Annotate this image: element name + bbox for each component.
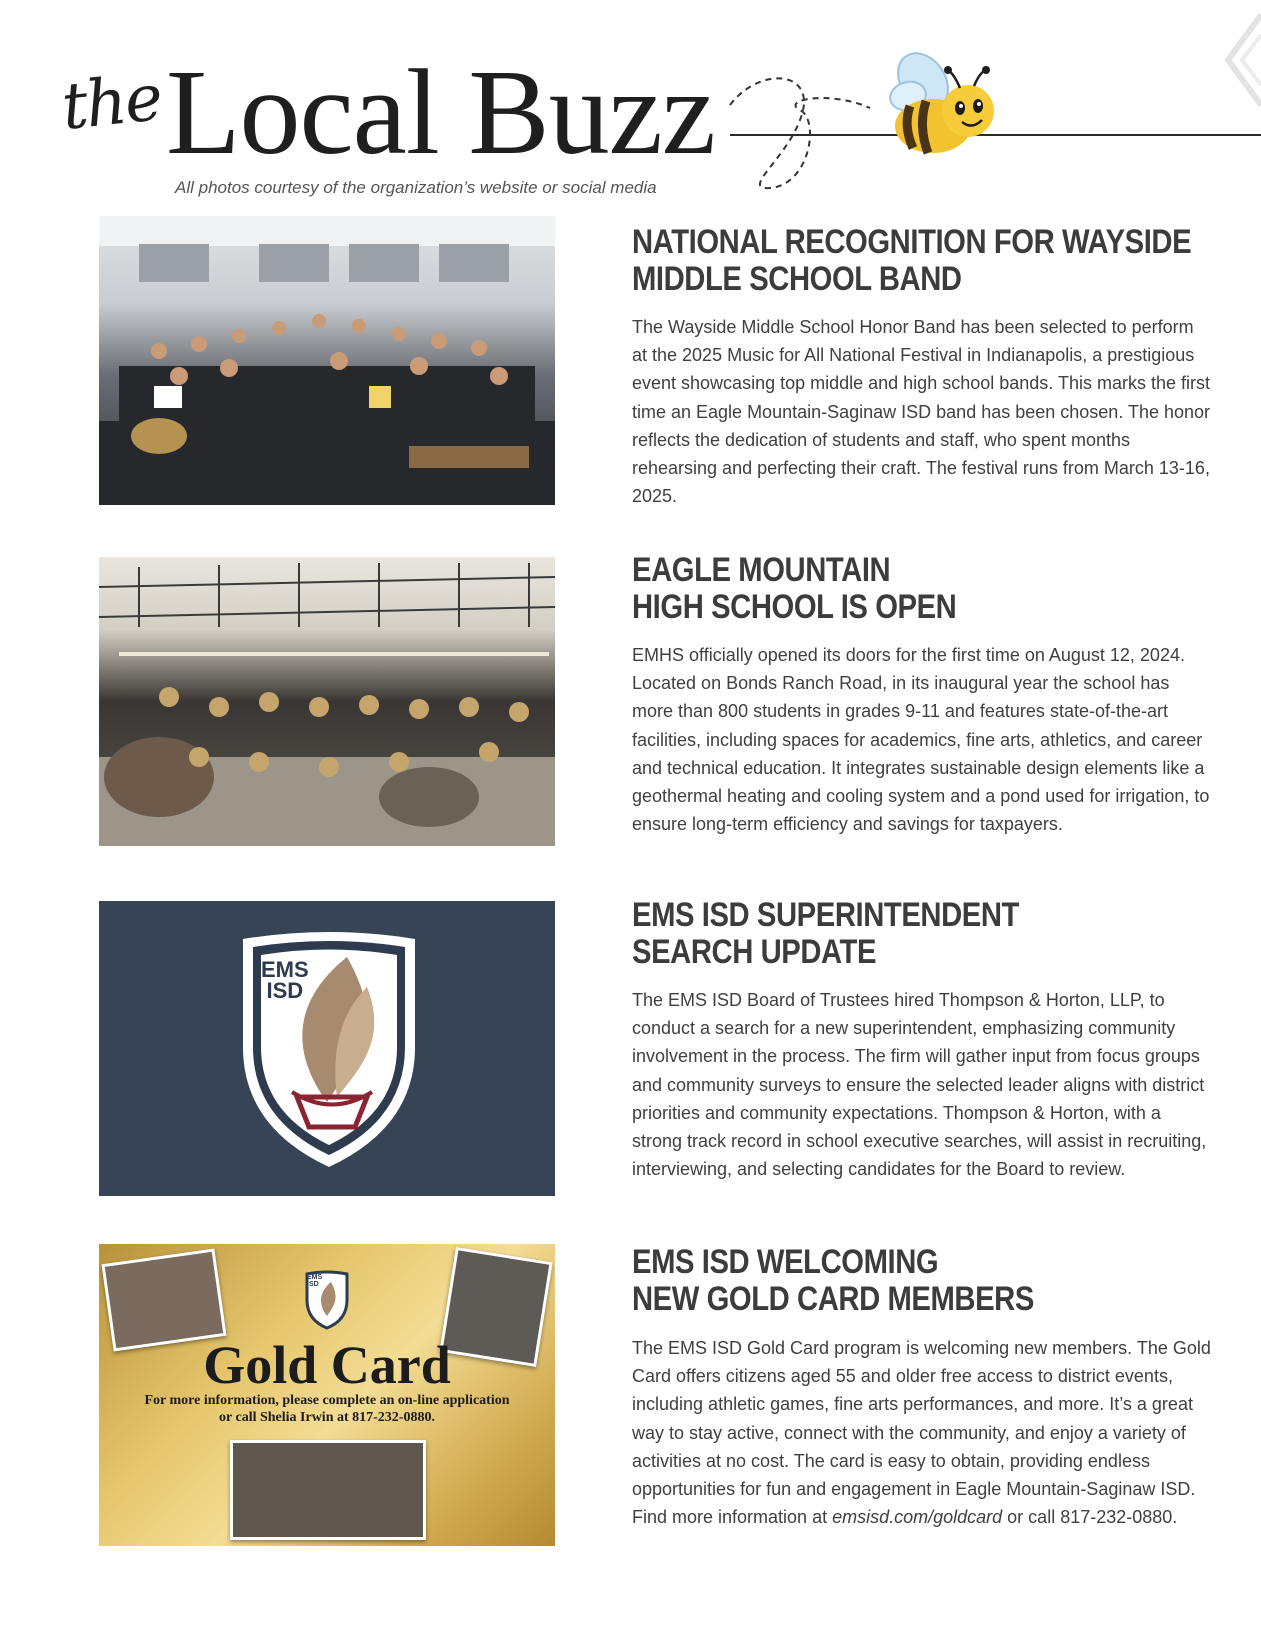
gold-card-url: emsisd.com/goldcard	[832, 1507, 1003, 1528]
gold-card-title: Gold Card	[203, 1335, 451, 1395]
bee-flight-path-icon	[720, 60, 900, 200]
emsisd-logo-panel	[99, 901, 555, 1196]
masthead-the: the	[58, 61, 165, 145]
gold-card-info-line2: or call Shelia Irwin at 817-232-0880.	[219, 1410, 435, 1425]
body-gold-card-text-end: or call 817-232-0880.	[1002, 1507, 1178, 1528]
gold-card-panel	[99, 1244, 555, 1546]
headline-band-line1: NATIONAL RECOGNITION FOR WAYSIDE	[632, 223, 1192, 261]
masthead-title: Local Buzz	[166, 45, 715, 180]
headline-band-line2: MIDDLE SCHOOL BAND	[632, 260, 962, 298]
gold-card-mini-logo-line1: EMS	[307, 1274, 323, 1281]
headline-emhs	[632, 552, 1234, 626]
headline-emhs-line2: HIGH SCHOOL IS OPEN	[632, 588, 957, 626]
body-gold-card	[632, 1334, 1212, 1531]
headline-emhs-line1: EAGLE MOUNTAIN	[632, 551, 891, 589]
emsisd-logo-text-line1: EMS	[261, 957, 309, 982]
body-superintendent: The EMS ISD Board of Trustees hired Thompson & Horton, LLP, to conduct a search for a new superintendent, emphasizing community involvement in the process. The firm will gather input from focus groups and community surveys to ensure the selected leader aligns with district priorities and community expectations. Thompson & Horton, with a strong track record in school executive searches, will assist in recruiting, interviewing, and selecting candidates for the Board to review.	[632, 990, 1207, 1180]
gold-card-photo-bottom	[230, 1440, 426, 1540]
gold-card-mini-logo-line2: ISD	[307, 1281, 319, 1288]
headline-gold-card-line1: EMS ISD WELCOMING	[632, 1243, 939, 1281]
band-photo	[99, 216, 555, 505]
emsisd-logo-text	[261, 959, 309, 1001]
headline-gold-card-line2: NEW GOLD CARD MEMBERS	[632, 1280, 1034, 1318]
headline-gold-card	[632, 1244, 1234, 1318]
headline-band	[632, 224, 1234, 298]
body-emhs: EMHS officially opened its doors for the first time on August 12, 2024. Located on Bonds Ranch Road, in its inaugural year the school has more than 800 students in grades 9-11 and features state-of-the-art facilities, including spaces for academics, fine arts, athletics, and career and technical education. It integrates sustainable design elements like a geothermal heating and cooling system and a pond used for irrigation, to ensure long-term efficiency and savings for taxpayers.	[632, 645, 1210, 835]
gold-card-info	[99, 1392, 555, 1426]
body-gold-card-text: The EMS ISD Gold Card program is welcoming new members. The Gold Card offers citizens aged 55 and older free access to district events, including athletic games, fine arts performances, and more. It’s a great way to stay active, connect with the community, and enjoy a variety of activities at no cost. The card is easy to obtain, providing endless opportunities for fun and engagement in Eagle Mountain-Saginaw ISD. Find more information at	[632, 1338, 1211, 1528]
body-band: The Wayside Middle School Honor Band has been selected to perform at the 2025 Music for All National Festival in Indianapolis, a prestigious event showcasing top middle and high school bands. This marks the first time an Eagle Mountain-Saginaw ISD band has been chosen. The honor reflects the dedication of students and staff, who spent months rehearsing and perfecting their craft. The festival runs from March 13-16, 2025.	[632, 317, 1211, 507]
gold-card-mini-logo-text	[307, 1274, 322, 1288]
bee-icon	[888, 46, 1000, 162]
headline-superintendent-line2: SEARCH UPDATE	[632, 933, 877, 971]
masthead	[0, 0, 1261, 210]
headline-superintendent	[632, 897, 1234, 971]
emsisd-logo-text-line2: ISD	[266, 978, 304, 1003]
masthead-subtitle: All photos courtesy of the organization’s website or social media	[175, 178, 657, 197]
gold-card-info-line1: For more information, please complete an on-line application	[144, 1393, 510, 1408]
corner-decoration-icon	[1220, 0, 1261, 120]
cheer-photo	[99, 557, 555, 846]
headline-superintendent-line1: EMS ISD SUPERINTENDENT	[632, 896, 1019, 934]
